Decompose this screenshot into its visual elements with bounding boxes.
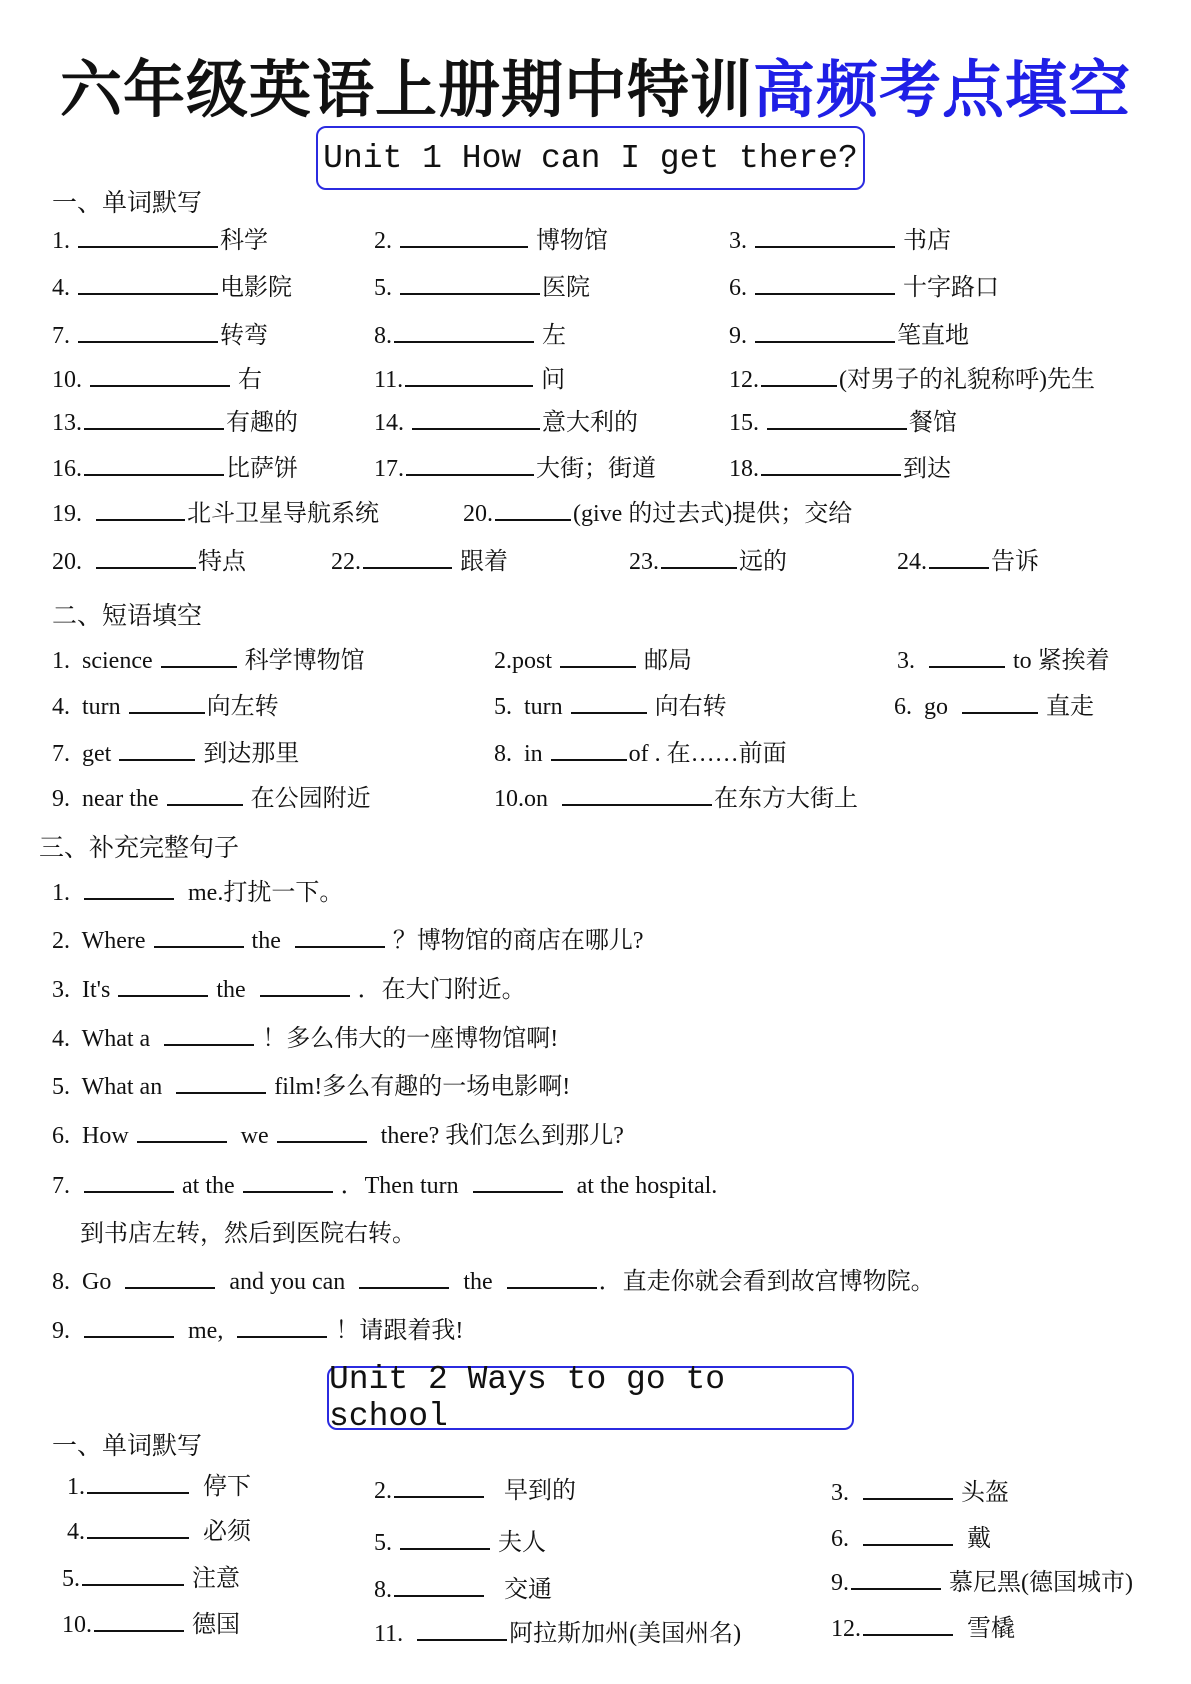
- blank[interactable]: [495, 499, 571, 521]
- blank[interactable]: [767, 408, 907, 430]
- sentence-item: 7. at the ．Then turn at the hospital.: [52, 1173, 718, 1199]
- blank[interactable]: [176, 1072, 266, 1094]
- word-item: 20. (give 的过去式)提供；交给: [463, 501, 853, 527]
- blank[interactable]: [84, 408, 224, 430]
- blank[interactable]: [167, 784, 243, 806]
- word-item: 8. 左: [374, 323, 566, 349]
- blank[interactable]: [661, 547, 737, 569]
- blank[interactable]: [562, 784, 712, 806]
- blank[interactable]: [405, 365, 533, 387]
- word-item: 9. 慕尼黑(德国城市): [831, 1570, 1133, 1596]
- word-item: 3. 书店: [729, 228, 951, 254]
- blank[interactable]: [129, 692, 205, 714]
- word-item: 12. (对男子的礼貌称呼)先生: [729, 367, 1095, 393]
- blank[interactable]: [929, 547, 989, 569]
- blank[interactable]: [412, 408, 540, 430]
- blank[interactable]: [119, 739, 195, 761]
- word-item: 15. 餐馆: [729, 410, 957, 436]
- blank[interactable]: [164, 1024, 254, 1046]
- phrase-item: 10.on 在东方大街上: [494, 786, 858, 812]
- word-item: 18. 到达: [729, 456, 951, 482]
- sentence-item: 8. Go and you can the ．直走你就会看到故宫博物院。: [52, 1269, 935, 1295]
- blank[interactable]: [473, 1171, 563, 1193]
- blank[interactable]: [394, 321, 534, 343]
- word-item: 9. 笔直地: [729, 323, 969, 349]
- blank[interactable]: [551, 739, 627, 761]
- blank[interactable]: [237, 1316, 327, 1338]
- word-item: 13. 有趣的: [52, 410, 298, 436]
- word-item: 2. 早到的: [374, 1478, 576, 1504]
- phrase-item: 1. science 科学博物馆: [52, 648, 365, 674]
- word-item: 14. 意大利的: [374, 410, 638, 436]
- blank[interactable]: [125, 1267, 215, 1289]
- blank[interactable]: [87, 1517, 189, 1539]
- blank[interactable]: [359, 1267, 449, 1289]
- blank[interactable]: [78, 273, 218, 295]
- phrase-item: 5. turn 向右转: [494, 694, 727, 720]
- phrase-item: 9. near the 在公园附近: [52, 786, 371, 812]
- word-item: 5. 注意: [62, 1566, 240, 1592]
- blank[interactable]: [560, 646, 636, 668]
- blank[interactable]: [84, 1171, 174, 1193]
- title-highlight: 高频考点填空: [753, 53, 1132, 126]
- blank[interactable]: [96, 499, 185, 521]
- phrase-item: 6. go 直走: [894, 694, 1094, 720]
- blank[interactable]: [929, 646, 1005, 668]
- blank[interactable]: [78, 321, 218, 343]
- word-item: 8. 交通: [374, 1577, 552, 1603]
- sentence-item: 4. What a ！多么伟大的一座博物馆啊!: [52, 1026, 559, 1052]
- word-item: 17. 大街；街道: [374, 456, 656, 482]
- word-item: 4. 电影院: [52, 275, 292, 301]
- blank[interactable]: [755, 321, 895, 343]
- word-item: 6. 戴: [831, 1526, 991, 1552]
- page-title: [0, 40, 1191, 129]
- blank[interactable]: [295, 926, 385, 948]
- blank[interactable]: [82, 1564, 184, 1586]
- blank[interactable]: [394, 1575, 484, 1597]
- word-item: 22. 跟着: [331, 549, 508, 575]
- word-item: 11. 问: [374, 367, 566, 393]
- blank[interactable]: [118, 975, 208, 997]
- sentence-item: 9. me, ！请跟着我!: [52, 1318, 464, 1344]
- phrase-item: 2.post 邮局: [494, 648, 693, 674]
- phrase-item: 8. in of . 在……前面: [494, 741, 787, 767]
- blank[interactable]: [277, 1121, 367, 1143]
- blank[interactable]: [78, 226, 218, 248]
- word-item: 10. 德国: [62, 1612, 240, 1638]
- blank[interactable]: [761, 454, 901, 476]
- blank[interactable]: [154, 926, 244, 948]
- blank[interactable]: [84, 878, 174, 900]
- blank[interactable]: [863, 1614, 953, 1636]
- blank[interactable]: [406, 454, 534, 476]
- phrase-item: 4. turn 向左转: [52, 694, 279, 720]
- blank[interactable]: [571, 692, 647, 714]
- blank[interactable]: [260, 975, 350, 997]
- blank[interactable]: [243, 1171, 333, 1193]
- word-item: 1. 科学: [52, 228, 268, 254]
- blank[interactable]: [851, 1568, 941, 1590]
- blank[interactable]: [394, 1476, 484, 1498]
- blank[interactable]: [400, 1528, 490, 1550]
- word-item: 7. 转弯: [52, 323, 268, 349]
- blank[interactable]: [94, 1610, 184, 1632]
- blank[interactable]: [87, 1472, 189, 1494]
- unit2-title: Unit 2 Ways to go to school: [327, 1366, 854, 1430]
- unit1-section3-heading: 三、补充完整句子: [39, 835, 240, 862]
- word-item: 23. 远的: [629, 549, 787, 575]
- word-item: 5. 夫人: [374, 1530, 546, 1556]
- phrase-item: 3. to 紧挨着: [897, 648, 1110, 674]
- blank[interactable]: [84, 1316, 174, 1338]
- sentence-item: 6. How we there? 我们怎么到那儿?: [52, 1123, 624, 1149]
- blank[interactable]: [863, 1524, 953, 1546]
- blank[interactable]: [962, 692, 1038, 714]
- blank[interactable]: [90, 365, 230, 387]
- blank[interactable]: [417, 1619, 507, 1641]
- title-black: 六年级英语上册期中特训: [59, 53, 753, 126]
- sentence-item: 1. me.打扰一下。: [52, 880, 344, 906]
- sentence-item: 5. What an film!多么有趣的一场电影啊!: [52, 1074, 571, 1100]
- blank[interactable]: [400, 273, 540, 295]
- unit2-section1-heading: 一、单词默写: [52, 1433, 203, 1460]
- sentence-item: 3. It's the ．在大门附近。: [52, 977, 526, 1003]
- blank[interactable]: [400, 226, 528, 248]
- blank[interactable]: [96, 547, 196, 569]
- word-item: 19. 北斗卫星导航系统: [52, 501, 379, 527]
- word-item: 5. 医院: [374, 275, 590, 301]
- sentence-translation: 到书店左转，然后到医院右转。: [80, 1221, 416, 1247]
- word-item: 24. 告诉: [897, 549, 1039, 575]
- blank[interactable]: [137, 1121, 227, 1143]
- phrase-item: 7. get 到达那里: [52, 741, 300, 767]
- unit1-section1-heading: 一、单词默写: [52, 190, 203, 217]
- unit1-title: Unit 1 How can I get there?: [316, 126, 865, 190]
- word-item: 2. 博物馆: [374, 228, 608, 254]
- blank[interactable]: [755, 273, 895, 295]
- word-item: 20. 特点: [52, 549, 246, 575]
- word-item: 6. 十字路口: [729, 275, 999, 301]
- blank[interactable]: [761, 365, 837, 387]
- sentence-item: 2. Where the ？博物馆的商店在哪儿?: [52, 928, 644, 954]
- word-item: 10. 右: [52, 367, 262, 393]
- word-item: 1. 停下: [67, 1474, 251, 1500]
- word-item: 11. 阿拉斯加州(美国州名): [374, 1621, 742, 1647]
- blank[interactable]: [863, 1478, 953, 1500]
- blank[interactable]: [507, 1267, 597, 1289]
- blank[interactable]: [84, 454, 224, 476]
- blank[interactable]: [161, 646, 237, 668]
- blank[interactable]: [755, 226, 895, 248]
- word-item: 16. 比萨饼: [52, 456, 298, 482]
- word-item: 12. 雪橇: [831, 1616, 1015, 1642]
- word-item: 4. 必须: [67, 1519, 251, 1545]
- blank[interactable]: [363, 547, 452, 569]
- unit1-section2-heading: 二、短语填空: [52, 603, 203, 630]
- word-item: 3. 头盔: [831, 1480, 1009, 1506]
